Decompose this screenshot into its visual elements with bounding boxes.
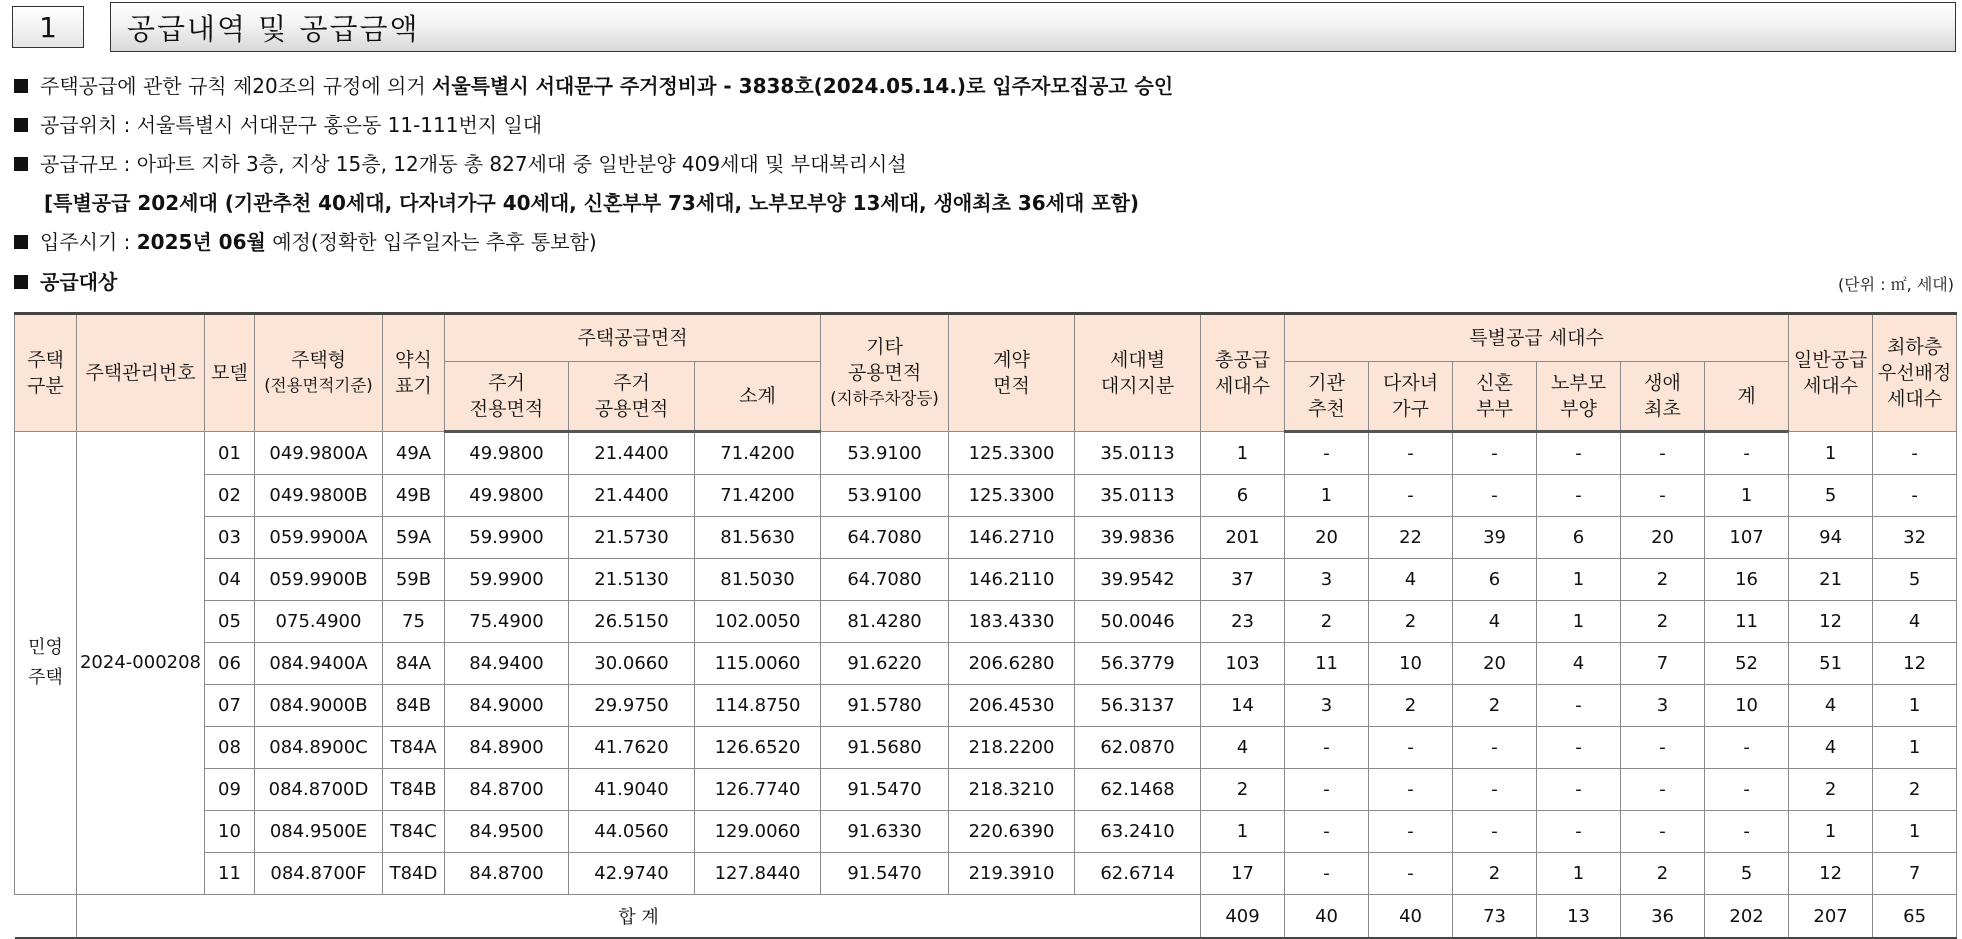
table-cell: 049.9800A	[255, 432, 383, 475]
header-special-supply: 특별공급 세대수	[1285, 314, 1789, 362]
table-cell: 84.8700	[445, 769, 569, 811]
table-cell: 84B	[383, 685, 445, 727]
total-row	[15, 895, 1957, 939]
table-cell: -	[1705, 811, 1789, 853]
section-header	[0, 0, 1962, 56]
table-cell: 07	[205, 685, 255, 727]
table-cell: 11	[1285, 643, 1369, 685]
table-row	[15, 601, 1957, 643]
table-cell: 4	[1789, 685, 1873, 727]
table-cell: 81.4280	[821, 601, 949, 643]
table-cell: 17	[1201, 853, 1285, 895]
square-bullet-icon	[14, 275, 28, 289]
table-cell: 3	[1621, 685, 1705, 727]
header-text: 주거 공용면적	[594, 372, 669, 420]
header-text: 다자녀 가구	[1383, 372, 1439, 420]
table-cell: 71.4200	[695, 475, 821, 517]
table-cell: 6	[1201, 475, 1285, 517]
table-cell: 11	[1705, 601, 1789, 643]
table-cell: T84D	[383, 853, 445, 895]
table-cell: 63.2410	[1075, 811, 1201, 853]
table-cell: 56.3137	[1075, 685, 1201, 727]
table-cell: 4	[1369, 559, 1453, 601]
table-cell: 102.0050	[695, 601, 821, 643]
header-text: 노부모 부양	[1551, 372, 1607, 420]
table-cell: 127.8440	[695, 853, 821, 895]
table-cell: 5	[1873, 559, 1957, 601]
table-cell: 049.9800B	[255, 475, 383, 517]
table-body	[15, 432, 1957, 939]
approval-text: 주택공급에 관한 규칙 제20조의 규정에 의거	[40, 74, 433, 98]
table-cell: 71.4200	[695, 432, 821, 475]
table-cell: -	[1537, 727, 1621, 769]
table-cell: -	[1621, 432, 1705, 475]
header-land-share	[1075, 314, 1201, 432]
table-cell: 114.8750	[695, 685, 821, 727]
total-cell: 73	[1453, 895, 1537, 939]
table-cell: 3	[1285, 559, 1369, 601]
header-text: 계약 면적	[993, 349, 1030, 397]
table-cell: 126.6520	[695, 727, 821, 769]
table-row	[15, 727, 1957, 769]
header-newlywed	[1453, 362, 1537, 432]
table-row	[15, 685, 1957, 727]
table-cell: -	[1621, 769, 1705, 811]
table-cell: 84.9500	[445, 811, 569, 853]
total-cell: 40	[1369, 895, 1453, 939]
table-cell: 2	[1621, 853, 1705, 895]
info-location	[14, 112, 542, 138]
table-cell: -	[1537, 685, 1621, 727]
movein-note: 예정(정확한 입주일자는 추후 통보함)	[265, 230, 597, 254]
table-cell: 075.4900	[255, 601, 383, 643]
header-text: 주거 전용면적	[469, 372, 544, 420]
table-cell: 94	[1789, 517, 1873, 559]
info-movein	[14, 229, 597, 255]
table-cell: 44.0560	[569, 811, 695, 853]
table-cell: 50.0046	[1075, 601, 1201, 643]
header-res-common	[569, 362, 695, 432]
header-text: 신혼 부부	[1476, 372, 1513, 420]
table-cell: 218.3210	[949, 769, 1075, 811]
table-cell: 29.9750	[569, 685, 695, 727]
table-cell: 22	[1369, 517, 1453, 559]
table-cell: 39	[1453, 517, 1537, 559]
table-cell: 30.0660	[569, 643, 695, 685]
table-cell: -	[1621, 811, 1705, 853]
table-cell: 12	[1873, 643, 1957, 685]
table-cell: 35.0113	[1075, 432, 1201, 475]
table-cell: 4	[1873, 601, 1957, 643]
table-cell: 1	[1873, 811, 1957, 853]
header-housing-type	[15, 314, 77, 432]
header-parents	[1537, 362, 1621, 432]
table-cell: 2	[1201, 769, 1285, 811]
table-cell: 1	[1789, 811, 1873, 853]
table-cell: 4	[1453, 601, 1537, 643]
table-cell: 84.8700	[445, 853, 569, 895]
table-cell: 01	[205, 432, 255, 475]
table-cell: 146.2110	[949, 559, 1075, 601]
table-cell: 115.0060	[695, 643, 821, 685]
table-cell: 41.7620	[569, 727, 695, 769]
header-multi	[1369, 362, 1453, 432]
table-cell: -	[1537, 432, 1621, 475]
table-cell: 2	[1369, 685, 1453, 727]
table-row	[15, 432, 1957, 475]
table-cell: 3	[1285, 685, 1369, 727]
table-cell: 59.9900	[445, 517, 569, 559]
total-cell: 36	[1621, 895, 1705, 939]
header-text: 기관 추천	[1308, 372, 1345, 420]
table-cell: 201	[1201, 517, 1285, 559]
info-approval	[14, 73, 1173, 99]
table-cell: 2	[1789, 769, 1873, 811]
table-cell: 49B	[383, 475, 445, 517]
header-top-floor	[1873, 314, 1957, 432]
table-cell: 42.9740	[569, 853, 695, 895]
table-cell: 2	[1369, 601, 1453, 643]
table-cell: 84.9400	[445, 643, 569, 685]
table-cell: -	[1537, 811, 1621, 853]
table-cell: 1	[1873, 685, 1957, 727]
table-cell: 20	[1285, 517, 1369, 559]
table-cell: 12	[1789, 853, 1873, 895]
table-cell: 84.9000	[445, 685, 569, 727]
header-text: 총공급 세대수	[1215, 349, 1271, 397]
table-cell: 10	[1369, 643, 1453, 685]
table-cell: 10	[1705, 685, 1789, 727]
header-house-type	[255, 314, 383, 432]
header-firsttime	[1621, 362, 1705, 432]
header-contract-area	[949, 314, 1075, 432]
table-cell: 08	[205, 727, 255, 769]
table-cell: 64.7080	[821, 517, 949, 559]
table-cell: 39.9542	[1075, 559, 1201, 601]
header-subtext: (전용면적기준)	[264, 376, 373, 395]
table-cell: 183.4330	[949, 601, 1075, 643]
table-cell: -	[1369, 769, 1453, 811]
table-cell: 125.3300	[949, 475, 1075, 517]
table-cell: -	[1369, 727, 1453, 769]
table-cell: 49A	[383, 432, 445, 475]
table-row	[15, 853, 1957, 895]
header-mgmt-no: 주택관리번호	[77, 314, 205, 432]
table-cell: 21.4400	[569, 432, 695, 475]
table-cell: 129.0060	[695, 811, 821, 853]
table-cell: -	[1453, 475, 1537, 517]
table-cell: 84.8900	[445, 727, 569, 769]
table-cell: 4	[1201, 727, 1285, 769]
header-text: 기타 공용면적	[847, 336, 922, 384]
unit-note: (단위 : ㎡, 세대)	[1837, 275, 1954, 294]
header-inst	[1285, 362, 1369, 432]
table-cell: 084.8900C	[255, 727, 383, 769]
header-res-exclusive	[445, 362, 569, 432]
table-cell: 91.5680	[821, 727, 949, 769]
table-cell: T84B	[383, 769, 445, 811]
table-cell: 1	[1789, 432, 1873, 475]
info-scale	[14, 151, 907, 177]
square-bullet-icon	[14, 118, 28, 132]
table-cell: 62.0870	[1075, 727, 1201, 769]
total-cell: 13	[1537, 895, 1621, 939]
table-cell: 23	[1201, 601, 1285, 643]
table-cell: 37	[1201, 559, 1285, 601]
total-label: 합 계	[77, 895, 1201, 939]
table-cell: 2	[1621, 559, 1705, 601]
table-cell: 2	[1453, 853, 1537, 895]
table-cell: -	[1621, 727, 1705, 769]
table-cell: -	[1453, 811, 1537, 853]
table-cell: 41.9040	[569, 769, 695, 811]
table-cell: 12	[1789, 601, 1873, 643]
movein-label: 입주시기 :	[40, 230, 137, 254]
info-special: [특별공급 202세대 (기관추천 40세대, 다자녀가구 40세대, 신혼부부 73세대, 노부모부양 13세대, 생애최초 36세대 포함)	[44, 191, 1140, 215]
table-cell: 75	[383, 601, 445, 643]
location-text: 공급위치 : 서울특별시 서대문구 홍은동 11-111번지 일대	[40, 113, 543, 137]
header-total-supply	[1201, 314, 1285, 432]
info-target	[14, 269, 117, 295]
table-cell: 32	[1873, 517, 1957, 559]
supply-table	[14, 312, 1957, 939]
table-cell: 21.5730	[569, 517, 695, 559]
table-cell: 1	[1285, 475, 1369, 517]
header-text: 주택 구분	[27, 349, 64, 397]
table-row	[15, 559, 1957, 601]
scale-text: 공급규모 : 아파트 지하 3층, 지상 15층, 12개동 총 827세대 중 일반분양 409세대 및 부대복리시설	[40, 152, 907, 176]
movein-date: 2025년 06월	[136, 230, 266, 254]
header-supply-area: 주택공급면적	[445, 314, 821, 362]
table-cell: 11	[205, 853, 255, 895]
table-cell: 1	[1873, 727, 1957, 769]
table-cell: 52	[1705, 643, 1789, 685]
header-text: 약식 표기	[395, 349, 432, 397]
table-cell: 35.0113	[1075, 475, 1201, 517]
mgmt-no-cell: 2024-000208	[77, 432, 205, 895]
table-cell: 53.9100	[821, 475, 949, 517]
table-cell: 91.5470	[821, 853, 949, 895]
table-cell: 26.5150	[569, 601, 695, 643]
table-cell: 1	[1537, 601, 1621, 643]
header-text: 주택형	[290, 349, 347, 371]
table-cell: 10	[205, 811, 255, 853]
table-cell: 59B	[383, 559, 445, 601]
header-abbr	[383, 314, 445, 432]
table-cell: 5	[1789, 475, 1873, 517]
header-text: 세대별 대지지분	[1100, 349, 1175, 397]
table-cell: 49.9800	[445, 432, 569, 475]
approval-bold: 서울특별시 서대문구 주거정비과 - 3838호(2024.05.14.)로 입주자모집공고 승인	[432, 74, 1174, 98]
header-text: 생애 최초	[1644, 372, 1681, 420]
table-cell: -	[1369, 432, 1453, 475]
table-cell: 2	[1873, 769, 1957, 811]
total-cell: 40	[1285, 895, 1369, 939]
table-cell: 6	[1537, 517, 1621, 559]
table-cell: -	[1705, 769, 1789, 811]
total-cell: 409	[1201, 895, 1285, 939]
table-cell: 1	[1201, 432, 1285, 475]
table-row	[15, 811, 1957, 853]
table-cell: 2	[1285, 601, 1369, 643]
table-cell: -	[1705, 727, 1789, 769]
table-cell: 04	[205, 559, 255, 601]
table-cell: T84A	[383, 727, 445, 769]
table-cell: 206.6280	[949, 643, 1075, 685]
table-cell: -	[1285, 769, 1369, 811]
table-cell: -	[1369, 475, 1453, 517]
header-general-supply	[1789, 314, 1873, 432]
table-cell: 14	[1201, 685, 1285, 727]
table-cell: -	[1453, 769, 1537, 811]
table-cell: 103	[1201, 643, 1285, 685]
table-cell: 21.4400	[569, 475, 695, 517]
table-cell: 1	[1705, 475, 1789, 517]
housing-type-cell: 민영 주택	[15, 432, 77, 895]
table-cell: 62.6714	[1075, 853, 1201, 895]
table-cell: 125.3300	[949, 432, 1075, 475]
table-cell: 81.5630	[695, 517, 821, 559]
table-cell: 56.3779	[1075, 643, 1201, 685]
table-cell: 4	[1537, 643, 1621, 685]
table-row	[15, 517, 1957, 559]
table-cell: 91.5470	[821, 769, 949, 811]
table-cell: 220.6390	[949, 811, 1075, 853]
table-cell: 81.5030	[695, 559, 821, 601]
table-cell: 91.6330	[821, 811, 949, 853]
table-cell: 1	[1537, 559, 1621, 601]
table-cell: 06	[205, 643, 255, 685]
table-cell: -	[1621, 475, 1705, 517]
table-cell: 91.6220	[821, 643, 949, 685]
table-cell: -	[1453, 727, 1537, 769]
table-cell: 219.3910	[949, 853, 1075, 895]
section-title: 공급내역 및 공급금액	[110, 2, 1956, 52]
table-cell: 20	[1453, 643, 1537, 685]
table-cell: 21	[1789, 559, 1873, 601]
header-subtext: (지하주차장등)	[830, 389, 939, 408]
total-blank-cell	[15, 895, 77, 939]
table-cell: 59.9900	[445, 559, 569, 601]
table-cell: 059.9900A	[255, 517, 383, 559]
table-cell: 084.9400A	[255, 643, 383, 685]
target-heading: 공급대상	[40, 270, 118, 294]
header-other-common	[821, 314, 949, 432]
table-cell: 02	[205, 475, 255, 517]
table-cell: 126.7740	[695, 769, 821, 811]
table-cell: -	[1285, 853, 1369, 895]
table-cell: 084.8700F	[255, 853, 383, 895]
total-cell: 202	[1705, 895, 1789, 939]
table-cell: -	[1453, 432, 1537, 475]
table-cell: 05	[205, 601, 255, 643]
table-cell: 64.7080	[821, 559, 949, 601]
table-cell: 218.2200	[949, 727, 1075, 769]
table-cell: 1	[1201, 811, 1285, 853]
table-cell: -	[1537, 475, 1621, 517]
table-cell: 75.4900	[445, 601, 569, 643]
table-cell: 91.5780	[821, 685, 949, 727]
table-cell: 53.9100	[821, 432, 949, 475]
total-cell: 207	[1789, 895, 1873, 939]
table-cell: 16	[1705, 559, 1789, 601]
table-cell: 146.2710	[949, 517, 1075, 559]
square-bullet-icon	[14, 79, 28, 93]
table-row	[15, 643, 1957, 685]
table-cell: 09	[205, 769, 255, 811]
table-cell: 107	[1705, 517, 1789, 559]
table-cell: 084.9500E	[255, 811, 383, 853]
table-cell: 6	[1453, 559, 1537, 601]
table-cell: -	[1873, 475, 1957, 517]
table-cell: 62.1468	[1075, 769, 1201, 811]
table-cell: 084.8700D	[255, 769, 383, 811]
table-cell: 03	[205, 517, 255, 559]
table-cell: 5	[1705, 853, 1789, 895]
section-number: 1	[12, 6, 84, 48]
table-cell: 4	[1789, 727, 1873, 769]
table-cell: 206.4530	[949, 685, 1075, 727]
header-sum: 계	[1705, 362, 1789, 432]
table-cell: -	[1705, 432, 1789, 475]
table-cell: 59A	[383, 517, 445, 559]
table-cell: 7	[1873, 853, 1957, 895]
table-cell: 059.9900B	[255, 559, 383, 601]
header-text: 일반공급 세대수	[1793, 349, 1868, 397]
table-cell: -	[1369, 811, 1453, 853]
table-cell: -	[1537, 769, 1621, 811]
header-text: 최하층 우선배정 세대수	[1877, 336, 1952, 410]
table-cell: 21.5130	[569, 559, 695, 601]
table-cell: 49.9800	[445, 475, 569, 517]
table-row	[15, 769, 1957, 811]
table-cell: -	[1873, 432, 1957, 475]
header-subtotal: 소계	[695, 362, 821, 432]
table-cell: 2	[1621, 601, 1705, 643]
table-cell: 7	[1621, 643, 1705, 685]
table-cell: T84C	[383, 811, 445, 853]
header-model: 모델	[205, 314, 255, 432]
table-cell: 20	[1621, 517, 1705, 559]
table-cell: 2	[1453, 685, 1537, 727]
table-cell: 1	[1537, 853, 1621, 895]
table-cell: -	[1285, 727, 1369, 769]
table-cell: 084.9000B	[255, 685, 383, 727]
table-cell: -	[1285, 432, 1369, 475]
table-cell: 51	[1789, 643, 1873, 685]
table-cell: 84A	[383, 643, 445, 685]
square-bullet-icon	[14, 235, 28, 249]
table-row	[15, 475, 1957, 517]
table-cell: 39.9836	[1075, 517, 1201, 559]
table-cell: -	[1369, 853, 1453, 895]
table-cell: -	[1285, 811, 1369, 853]
total-cell: 65	[1873, 895, 1957, 939]
square-bullet-icon	[14, 157, 28, 171]
